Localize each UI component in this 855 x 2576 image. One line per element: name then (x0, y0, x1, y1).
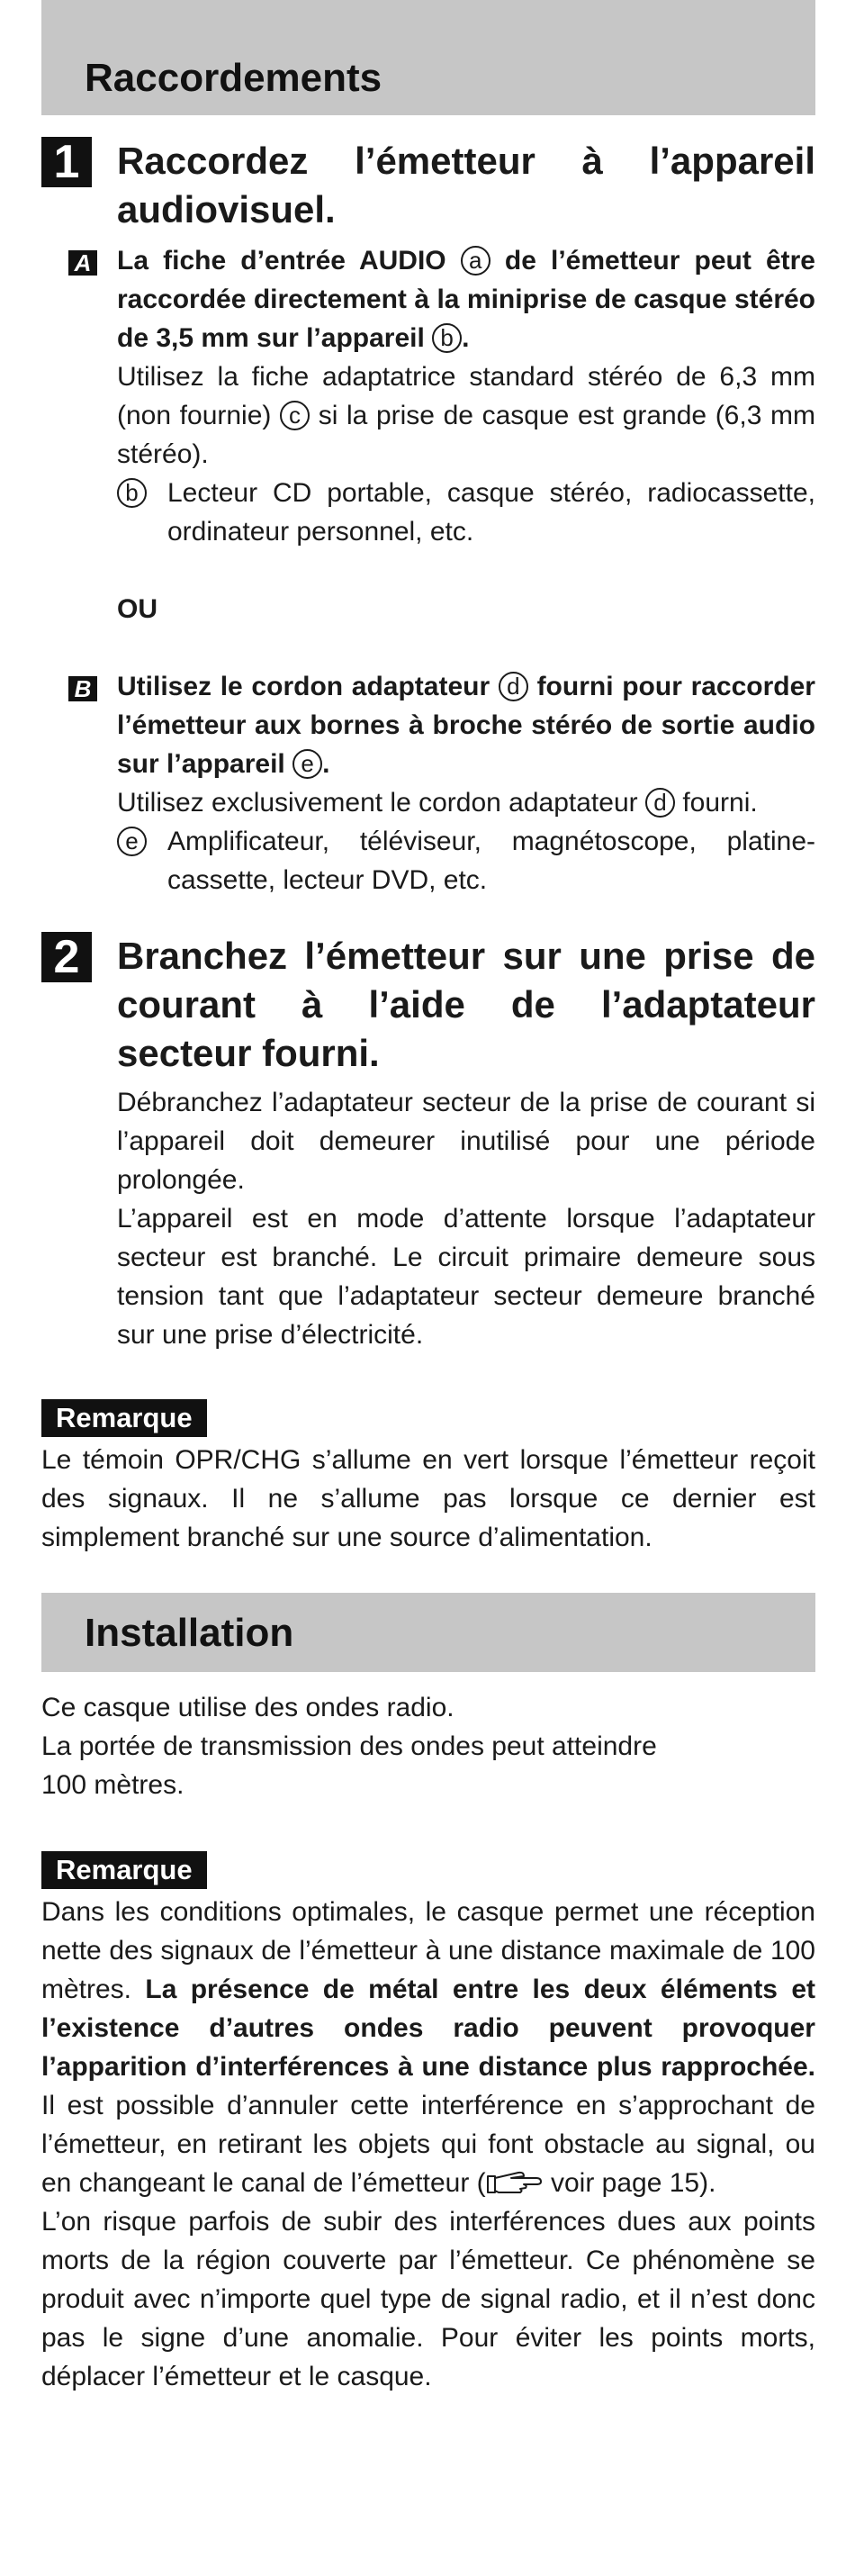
device-list-text: Lecteur CD portable, casque stéréo, radiocassette, ordinateur personnel, etc. (167, 478, 815, 547)
installation-line: La portée de transmission des ondes peut atteindre (41, 1731, 657, 1761)
marker-c: c (280, 401, 310, 430)
substep-a-bold-text: La fiche d’entrée AUDIO a de l’émetteur peut être raccordée directement à la miniprise de casque stéréo de 3,5 mm sur l’appareil b . (117, 246, 815, 353)
device-list-item (117, 474, 815, 551)
remark-label: Remarque (41, 1399, 207, 1437)
installation-line: 100 mètres. (41, 1770, 184, 1800)
substep-b (41, 667, 815, 899)
section-title: Raccordements (85, 56, 382, 100)
step-2-para1: Débranchez l’adaptateur secteur de la prise de courant si l’appareil doit demeurer inutilisé pour une période prolongée. (117, 1088, 815, 1195)
remark-box (41, 1399, 815, 1557)
section-header-connections (41, 0, 815, 115)
remark-label: Remarque (41, 1851, 207, 1889)
or-separator: OU (117, 594, 158, 624)
substep-letter: B (68, 676, 97, 701)
step-title: Branchez l’émetteur sur une prise de courant à l’aide de l’adaptateur secteur fourni. (117, 935, 815, 1074)
substep-a-text: Utilisez la fiche adaptatrice standard stéréo de 6,3 mm (non fournie) c si la prise de casque est grande (6,3 mm stéréo). (117, 362, 815, 469)
remark-text: Dans les conditions optimales, le casque permet une réception nette des signaux de l’émetteur à une distance maximale de 100 mètres. La présence de métal entre les deux éléments et l’existence d’autres ondes radio peuvent provoquer l’apparition d’interférences à une distance plus rapprochée. Il est possible d’annuler cette interférence en s’approchant de l’émetteur, en retirant les objets qui font obstacle au signal, ou en changeant le canal de l’émetteur ( voir page 15). (41, 1897, 815, 2198)
manual-page (41, 0, 815, 2396)
marker-d: d (499, 672, 528, 701)
remark-text-2: L’on risque parfois de subir des interférences dues aux points morts de la région couverte par l’émetteur. Ce phénomène se produit avec n’importe quel type de signal radio, et il n’est donc pas le signe d’une anomalie. Pour éviter les points morts, déplacer l’émetteur et le casque. (41, 2207, 815, 2391)
section-header-installation (41, 1593, 815, 1672)
step-2-para2: L’appareil est en mode d’attente lorsque l’adaptateur secteur est branché. Le circuit primaire demeure sous tension tant que l’adaptateur secteur demeure branché sur une prise d’électricité. (117, 1204, 815, 1350)
marker-b: b (117, 478, 147, 508)
page-reference[interactable]: voir page 15 (551, 2168, 700, 2198)
marker-a: a (461, 246, 490, 276)
remark-box (41, 1851, 815, 2396)
step-number: 2 (41, 932, 92, 982)
marker-d: d (645, 788, 675, 818)
device-list-item (117, 822, 815, 899)
step-title-line2: audiovisuel. (117, 188, 336, 230)
step-1 (41, 137, 815, 234)
substep-letter: A (68, 250, 97, 276)
installation-text (41, 1688, 815, 1804)
remark-text: Le témoin OPR/CHG s’allume en vert lorsque l’émetteur reçoit des signaux. Il ne s’allume pas lorsque ce dernier est simplement branché sur une source d’alimentation. (41, 1445, 815, 1552)
section-title: Installation (85, 1611, 294, 1655)
pointing-hand-icon (486, 2168, 544, 2195)
substep-b-bold-text: Utilisez le cordon adaptateur d fourni pour raccorder l’émetteur aux bornes à broche stéréo de sortie audio sur l’appareil e . (117, 672, 815, 779)
installation-line: Ce casque utilise des ondes radio. (41, 1693, 454, 1722)
step-title-line1: Raccordez l’émetteur à l’appareil (117, 140, 815, 182)
substep-a (41, 241, 815, 551)
step-2 (41, 932, 815, 1354)
substep-b-text: Utilisez exclusivement le cordon adaptateur d fourni. (117, 788, 758, 818)
marker-e: e (292, 749, 322, 779)
marker-b: b (432, 323, 462, 353)
marker-e: e (117, 827, 147, 856)
step-number: 1 (41, 137, 92, 187)
device-list-text: Amplificateur, téléviseur, magnétoscope, platine-cassette, lecteur DVD, etc. (167, 827, 815, 895)
